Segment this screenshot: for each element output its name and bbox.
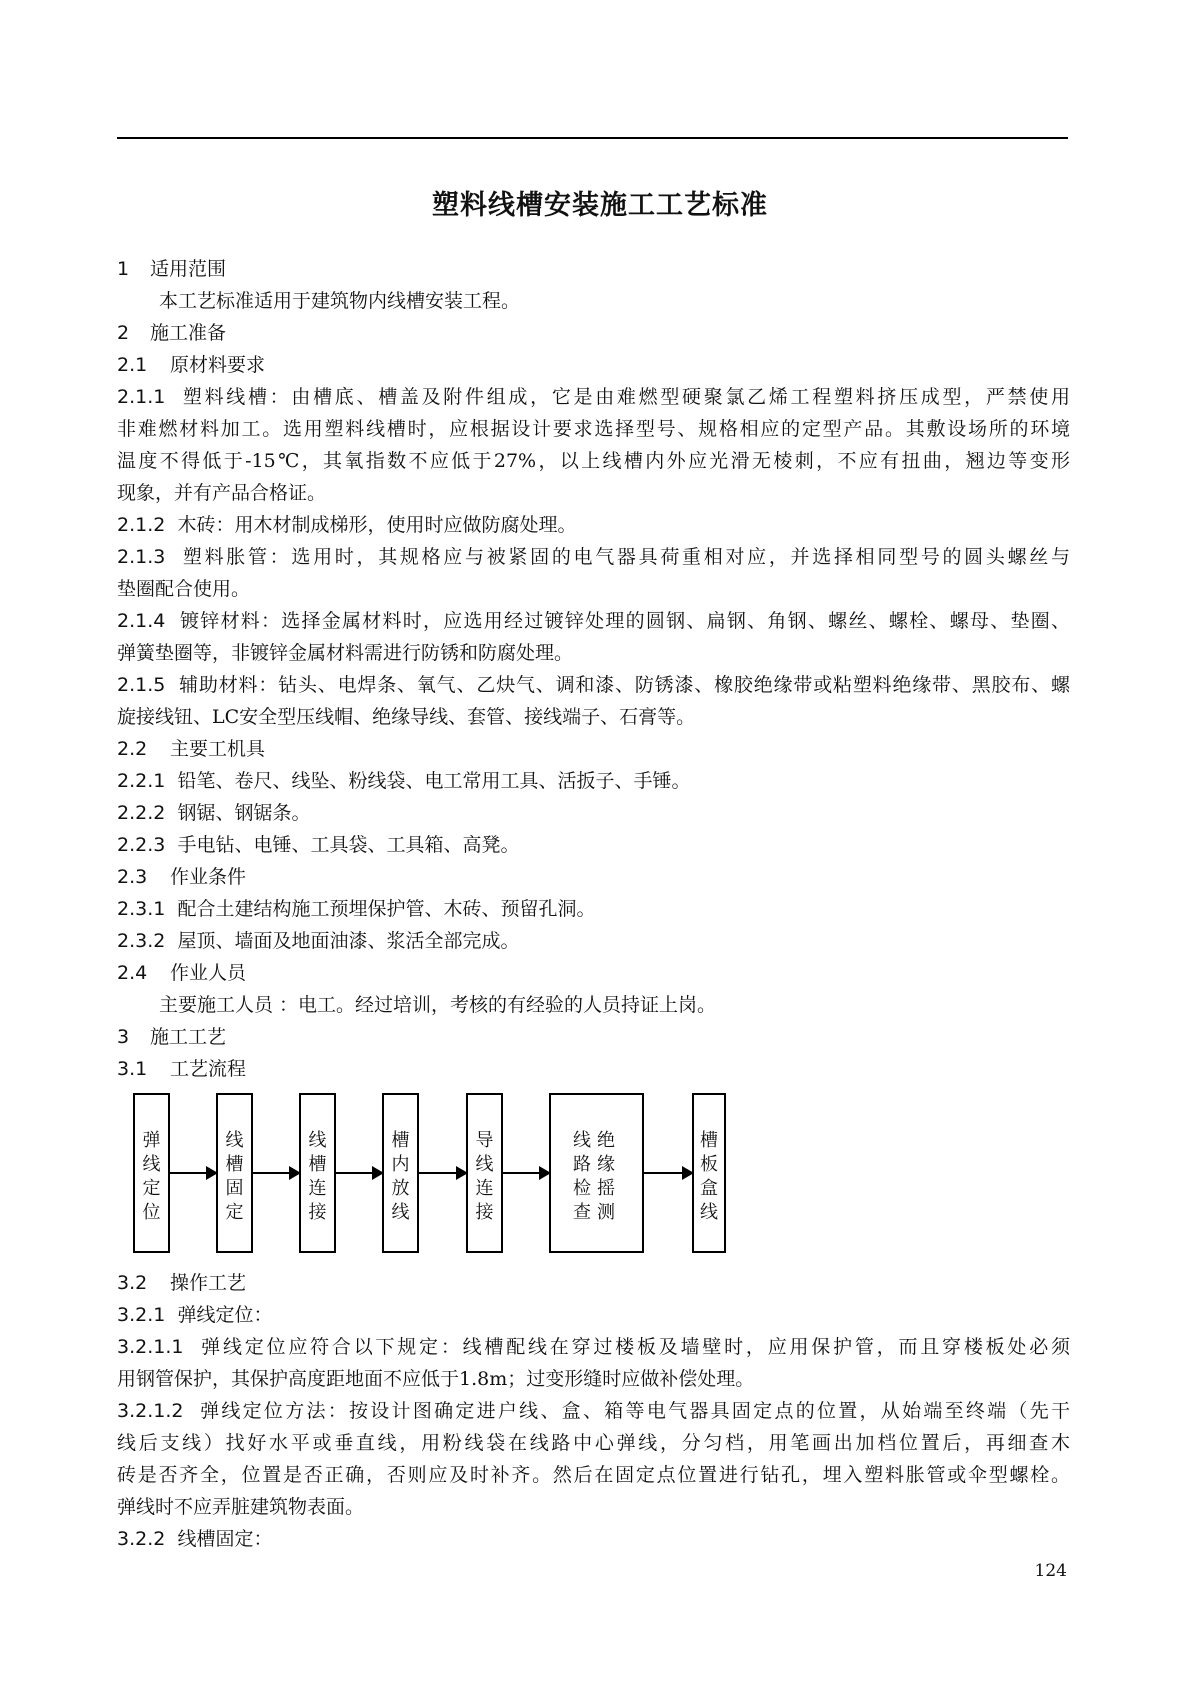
- paragraph-2-3-2: 2.3.2 屋顶、墙面及地面油漆、浆活全部完成。: [117, 930, 520, 952]
- paragraph-2-1-4: 2.1.4 镀锌材料：选择金属材料时，应选用经过镀锌处理的圆钢、扁钢、角钢、螺丝、螺栓、螺母、垫圈、: [117, 610, 1070, 632]
- section-2-heading: 2 施工准备: [117, 322, 227, 344]
- arrow-icon: [644, 1172, 692, 1174]
- paragraph-line: 旋接线钮、LC安全型压线帽、绝缘导线、套管、接线端子、石膏等。: [117, 706, 696, 728]
- flow-label: 线 槽 固 定: [225, 1130, 244, 1223]
- paragraph: 本工艺标准适用于建筑物内线槽安装工程。: [159, 290, 521, 312]
- arrow-icon: [170, 1172, 216, 1174]
- flow-label: 线 路 检 查: [573, 1130, 591, 1223]
- flow-box-2: [216, 1093, 253, 1253]
- paragraph-2-1-5: 2.1.5 辅助材料：钻头、电焊条、氧气、乙炔气、调和漆、防锈漆、橡胶绝缘带或粘塑料绝缘带、黑胶布、螺: [117, 674, 1070, 696]
- paragraph-3-2-1-1: 3.2.1.1 弹线定位应符合以下规定：线槽配线在穿过楼板及墙壁时，应用保护管，而且穿楼板处必须: [117, 1336, 1070, 1358]
- flow-label: 导 线 连 接: [475, 1130, 494, 1223]
- paragraph-3-2-1-2: 3.2.1.2 弹线定位方法：按设计图确定进户线、盒、箱等电气器具固定点的位置，从始端至终端（先干: [117, 1400, 1070, 1422]
- paragraph-line: 线后支线）找好水平或垂直线，用粉线袋在线路中心弹线，分匀档，用笔画出加档位置后，再细查木: [117, 1432, 1070, 1454]
- flow-box-5: [466, 1093, 503, 1253]
- section-2-2-heading: 2.2 主要工机具: [117, 738, 266, 760]
- paragraph-line: 用钢管保护，其保护高度距地面不应低于1.8m；过变形缝时应做补偿处理。: [117, 1368, 755, 1390]
- paragraph-line: 现象，并有产品合格证。: [117, 482, 327, 504]
- flow-box-4: [382, 1093, 419, 1253]
- arrow-icon: [419, 1172, 466, 1174]
- document-body: [117, 253, 1070, 1555]
- paragraph-3-2-1: 3.2.1 弹线定位：: [117, 1304, 273, 1326]
- section-2-1-heading: 2.1 原材料要求: [117, 354, 266, 376]
- process-flow-diagram: [117, 1085, 1070, 1267]
- paragraph-line: 温度不得低于-15℃，其氧指数不应低于27%，以上线槽内外应光滑无棱刺，不应有扭曲，翘边等变形: [117, 450, 1070, 472]
- section-2-3-heading: 2.3 作业条件: [117, 866, 247, 888]
- paragraph-2-1-2: 2.1.2 木砖：用木材制成梯形，使用时应做防腐处理。: [117, 514, 577, 536]
- section-3-2-heading: 3.2 操作工艺: [117, 1272, 247, 1294]
- paragraph-2-2-1: 2.2.1 铅笔、卷尺、线坠、粉线袋、电工常用工具、活扳子、手锤。: [117, 770, 691, 792]
- arrow-icon: [253, 1172, 299, 1174]
- section-1-heading: 1 适用范围: [117, 258, 227, 280]
- section-2-4-heading: 2.4 作业人员: [117, 962, 247, 984]
- paragraph-line: 弹线时不应弄脏建筑物表面。: [117, 1496, 365, 1518]
- document-title: 塑料线槽安装施工工艺标准: [432, 190, 768, 221]
- flow-box-3: [299, 1093, 336, 1253]
- paragraph-2-1-1: 2.1.1 塑料线槽：由槽底、槽盖及附件组成，它是由难燃型硬聚氯乙烯工程塑料挤压成型，严禁使用: [117, 386, 1070, 408]
- arrow-icon: [503, 1172, 549, 1174]
- paragraph-line: 砖是否齐全，位置是否正确，否则应及时补齐。然后在固定点位置进行钻孔，埋入塑料胀管或伞型螺栓。: [117, 1464, 1070, 1486]
- paragraph-line: 垫圈配合使用。: [117, 578, 251, 600]
- paragraph-3-2-2: 3.2.2 线槽固定：: [117, 1528, 273, 1550]
- page-number: 124: [1034, 1561, 1067, 1581]
- paragraph-line: 非难燃材料加工。选用塑料线槽时，应根据设计要求选择型号、规格相应的定型产品。其敷设场所的环境: [117, 418, 1070, 440]
- paragraph-2-2-2: 2.2.2 钢锯、钢锯条。: [117, 802, 311, 824]
- paragraph-2-1-3: 2.1.3 塑料胀管：选用时，其规格应与被紧固的电气器具荷重相对应，并选择相同型号的圆头螺丝与: [117, 546, 1070, 568]
- flow-label: 槽 内 放 线: [391, 1130, 410, 1223]
- header-rule: [117, 137, 1068, 139]
- section-3-heading: 3 施工工艺: [117, 1026, 227, 1048]
- paragraph: 主要施工人员 ：电工。经过培训，考核的有经验的人员持证上岗。: [159, 994, 717, 1016]
- paragraph-line: 弹簧垫圈等，非镀锌金属材料需进行防锈和防腐处理。: [117, 642, 574, 664]
- flow-box-6: [549, 1093, 644, 1253]
- flow-box-1: [133, 1093, 170, 1253]
- flow-label: 绝 缘 摇 测: [597, 1130, 615, 1223]
- flow-box-7: [692, 1093, 726, 1253]
- section-3-1-heading: 3.1 工艺流程: [117, 1058, 247, 1080]
- flow-label: 弹 线 定 位: [142, 1130, 161, 1223]
- flow-label: 线 槽 连 接: [308, 1130, 327, 1223]
- paragraph-2-3-1: 2.3.1 配合土建结构施工预埋保护管、木砖、预留孔洞。: [117, 898, 596, 920]
- paragraph-2-2-3: 2.2.3 手电钻、电锤、工具袋、工具箱、高凳。: [117, 834, 520, 856]
- arrow-icon: [336, 1172, 382, 1174]
- flow-label: 槽 板 盒 线: [700, 1130, 718, 1223]
